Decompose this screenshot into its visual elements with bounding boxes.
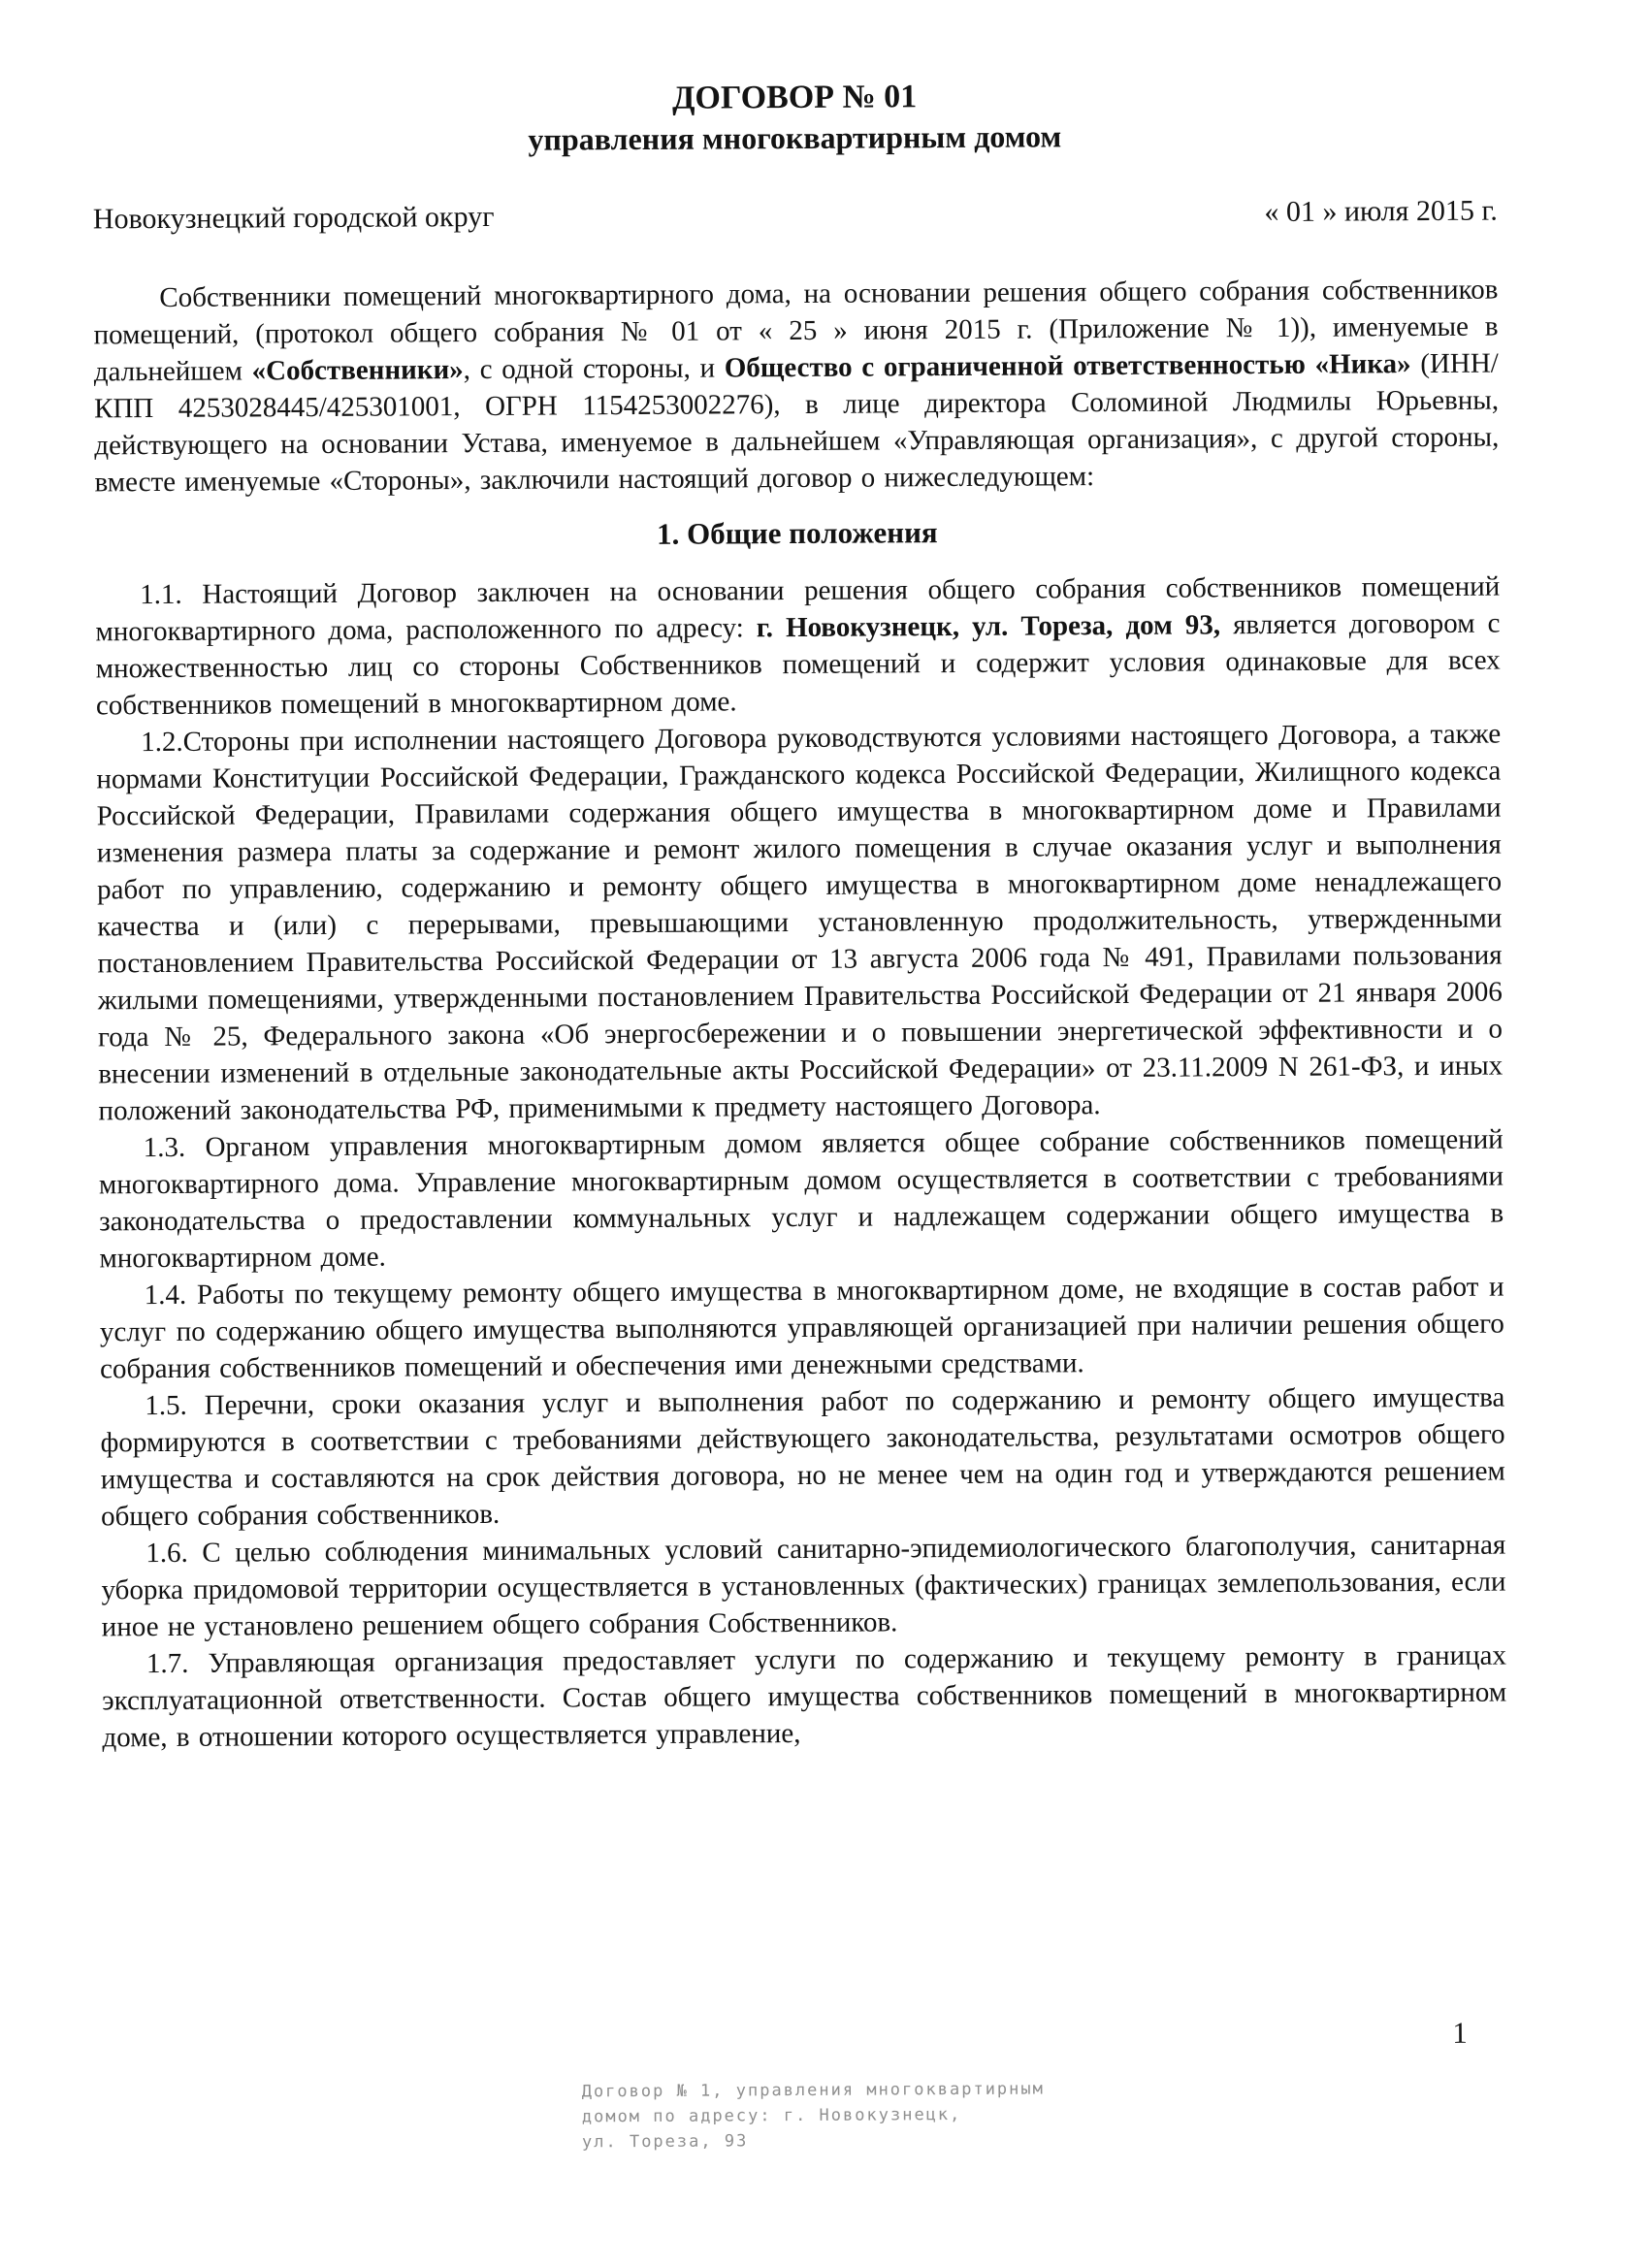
page-number: 1 [1452,2015,1468,2050]
document-content [92,74,1507,2153]
clause-paragraph: 1.3. Органом управления многоквартирным домом является общее собрание собственников помещений многоквартирного дома. Управление многоквартирным домом осуществляется в соответствии с требованиями законодательства о предоставлении коммунальных услуг и надлежащем содержании общего имущества в многоквартирном доме. [98,1123,1504,1275]
section-heading: 1. Общие положения [656,515,938,551]
document-title: ДОГОВОР № 01 [671,79,918,116]
meta-row [93,194,1498,238]
clauses-container [95,568,1506,1757]
clause-paragraph: 1.2.Стороны при исполнении настоящего Договора руководствуются условиями настоящего Договора, а также нормами Конституции Российской Федерации, Гражданского кодекса Российской Федерации, Жилищного кодекса Российской Федерации, Правилами содержания общего имущества в многоквартирном доме и Правилами изменения размера платы за содержание и ремонт жилого помещения в случае оказания услуг и выполнения работ по управлению, содержанию и ремонту общего имущества в многоквартирном доме ненадлежащего качества и (или) с перерывами, превышающими установленную продолжительность, утвержденными постановлением Правительства Российской Федерации от 13 августа 2006 года № 491, Правилами пользования жилыми помещениями, утвержденными постановлением Правительства Российской Федерации от 21 января 2006 года № 25, Федерального закона «Об энергосбережении и о повышении энергетической эффективности и о внесении изменений в отдельные законодательные акты Российской Федерации» от 23.11.2009 N 261-ФЗ, и иных положений законодательства РФ, применимыми к предмету настоящего Договора. [96,718,1504,1127]
clause-paragraph: 1.4. Работы по текущему ремонту общего имущества в многоквартирном доме, не входящие в состав работ и услуг по содержанию общего имущества выполняются управляющей организацией при наличии решения общего собрания собственников помещений и обеспечения ими денежными средствами. [99,1271,1504,1385]
clause-paragraph: 1.5. Перечни, сроки оказания услуг и выполнения работ по содержанию и ремонту общего имущества формируются в соответствии с требованиями действующего законодательства, результатами осмотров общего имущества и составляются на срок действия договора, но не менее чем на один год и утверждаются решением общего собрания собственников. [100,1381,1505,1533]
document-subtitle: управления многоквартирным домом [528,118,1062,157]
footer-line-1: Договор № 1, управления многоквартирным [581,2079,1045,2102]
preamble-paragraph: Собственники помещений многоквартирного дома, на основании решения общего собрания собственников помещений, (протокол общего собрания № 01 от « 25 » июня 2015 г. (Приложение № 1)), именуемые в дальнейшем «Собственники», с одной стороны, и Общество с ограниченной ответственностью «Ника» (ИНН/КПП 4253028445/425301001, ОГРН 1154253002276), в лице директора Соломиной Людмилы Юрьевны, действующего на основании Устава, именуемое в дальнейшем «Управляющая организация», с другой стороны, вместе именуемые «Стороны», заключили настоящий договор о нижеследующем: [93,274,1500,499]
footer-line-2: домом по адресу: г. Новокузнецк, [581,2104,962,2127]
footer-line-3: ул. Тореза, 93 [581,2131,749,2153]
clause-paragraph: 1.7. Управляющая организация предоставляет услуги по содержанию и текущему ремонту в границах эксплуатационной ответственности. Состав общего имущества собственников помещений в многоквартирном доме, в отношении которого осуществляется управление, [102,1639,1507,1754]
document-date: « 01 » июля 2015 г. [1264,194,1498,229]
document-place: Новокузнецкий городской округ [92,200,495,236]
footer-note [582,2076,1046,2155]
clause-paragraph: 1.6. С целью соблюдения минимальных условий санитарно-эпидемиологического благополучия, санитарная уборка придомовой территории осуществляется в установленных (фактических) границах землепользования, если иное не установлено решением общего собрания Собственников. [101,1529,1506,1643]
clause-paragraph: 1.1. Настоящий Договор заключен на основании решения общего собрания собственников помещений многоквартирного дома, расположенного по адресу: г. Новокузнецк, ул. Тореза, дом 93, является договором с множественностью лиц со стороны Собственников помещений и содержит условия одинаковые для всех собственников помещений в многоквартирном доме. [95,570,1501,722]
